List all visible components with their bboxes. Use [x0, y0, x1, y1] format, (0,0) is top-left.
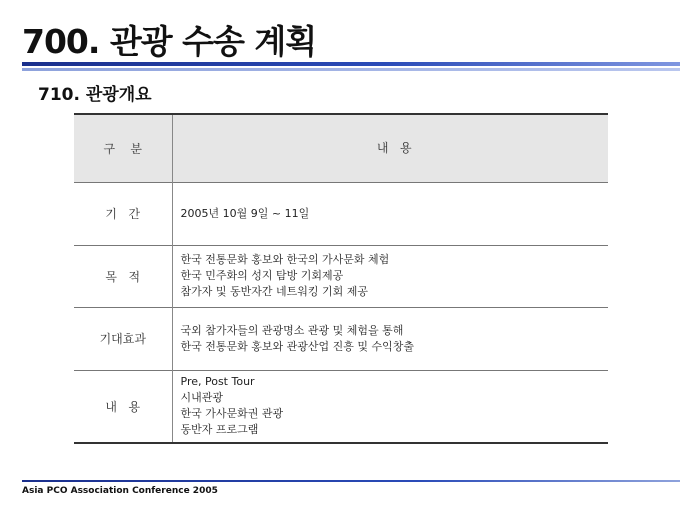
content-line: 한국 가사문화권 관광: [180, 407, 284, 421]
row-content: [172, 307, 608, 370]
footer-rule: [22, 480, 680, 482]
header-content-cell: 내 용: [172, 114, 608, 182]
row-content: [172, 245, 608, 307]
header-label-cell: 구 분: [74, 114, 172, 182]
content-line: 한국 전통문화 홍보와 한국의 가사문화 체험: [180, 253, 390, 266]
tour-overview-table: [74, 113, 608, 444]
content-line: 한국 전통문화 홍보와 관광산업 진흥 및 수익창출: [180, 339, 414, 353]
table-row-contents: [74, 370, 608, 443]
row-content: [172, 370, 608, 443]
content-line: 2005년 10월 9일 ~ 11일: [180, 206, 310, 220]
row-label: 기 간: [74, 182, 172, 245]
title-underline-light: [22, 68, 680, 71]
table-row-period: [74, 182, 608, 245]
table-row-expected-effect: [74, 307, 608, 370]
table-row-purpose: [74, 245, 608, 307]
content-line: 국외 참가자들의 관광명소 관광 및 체험을 통해: [180, 323, 404, 337]
content-line: 한국 민주화의 성지 탐방 기회제공: [180, 269, 344, 282]
row-label: 기대효과: [74, 307, 172, 370]
row-label: 목 적: [74, 245, 172, 307]
content-line: 참가자 및 동반자간 네트워킹 기회 제공: [180, 285, 368, 298]
content-line: Pre, Post Tour: [180, 375, 255, 389]
content-line: 시내관광: [180, 391, 224, 405]
slide-title: 700. 관광 수송 계획: [22, 22, 317, 61]
row-content: [172, 182, 608, 245]
title-underline-dark: [22, 62, 680, 66]
table-header-row: [74, 114, 608, 182]
content-line: 동반자 프로그램: [180, 423, 259, 437]
footer-text: Asia PCO Association Conference 2005: [22, 486, 218, 496]
row-label: 내 용: [74, 370, 172, 443]
section-title: 710. 관광개요: [38, 85, 152, 105]
